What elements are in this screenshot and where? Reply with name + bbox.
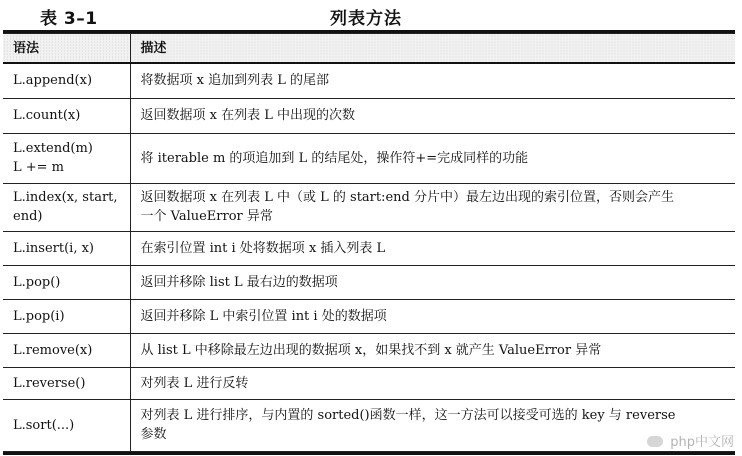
table-row [3,133,735,183]
syntax-cell: L.sort(...) [3,399,130,451]
header-description: 描述 [130,34,735,64]
table-row [3,98,735,133]
syntax-line: L.index(x, start, [13,190,118,205]
table-number: 表 3–1 [40,9,98,29]
syntax-cell [3,183,130,231]
description-line: 返回数据项 x 在列表 L 中（或 L 的 start:end 分片中）最左边出现的索引位置，否则会产生 [140,190,675,205]
description-line: 一个 ValueError 异常 [140,209,273,224]
header-syntax: 语法 [3,34,130,64]
description-cell: 返回并移除 list L 最右边的数据项 [130,265,735,299]
header-row [3,34,735,64]
syntax-cell: L.insert(i, x) [3,231,130,265]
table-row [3,367,735,399]
table-row [3,333,735,367]
table-caption [0,0,742,30]
methods-table-wrapper [3,30,735,455]
description-cell: 对列表 L 进行反转 [130,367,735,399]
description-cell: 返回并移除 L 中索引位置 int i 处的数据项 [130,299,735,333]
syntax-cell [3,133,130,183]
syntax-cell: L.append(x) [3,63,130,98]
list-methods-table [3,33,735,452]
syntax-cell: L.count(x) [3,98,130,133]
php-logo-icon [647,436,663,447]
description-cell [130,183,735,231]
description-cell [130,399,735,451]
watermark-text: php中文网 [670,435,734,450]
description-cell: 将 iterable m 的项追加到 L 的结尾处，操作符+=完成同样的功能 [130,133,735,183]
table-row [3,299,735,333]
syntax-cell: L.pop(i) [3,299,130,333]
description-cell: 将数据项 x 追加到列表 L 的尾部 [130,63,735,98]
table-title: 列表方法 [330,9,402,29]
description-cell: 在索引位置 int i 处将数据项 x 插入列表 L [130,231,735,265]
table-row [3,63,735,98]
description-cell: 从 list L 中移除最左边出现的数据项 x，如果找不到 x 就产生 ValueError 异常 [130,333,735,367]
description-line: 对列表 L 进行排序，与内置的 sorted()函数一样，这一方法可以接受可选的 key 与 reverse [140,408,676,423]
site-watermark [647,431,734,450]
table-row [3,231,735,265]
syntax-cell: L.reverse() [3,367,130,399]
syntax-cell: L.remove(x) [3,333,130,367]
table-row [3,265,735,299]
description-line: 参数 [140,427,167,442]
syntax-cell: L.pop() [3,265,130,299]
table-row [3,399,735,451]
table-row [3,183,735,231]
syntax-line: L.extend(m) [13,141,93,156]
description-cell: 返回数据项 x 在列表 L 中出现的次数 [130,98,735,133]
syntax-line: L += m [13,160,65,175]
syntax-line: end) [13,209,43,224]
